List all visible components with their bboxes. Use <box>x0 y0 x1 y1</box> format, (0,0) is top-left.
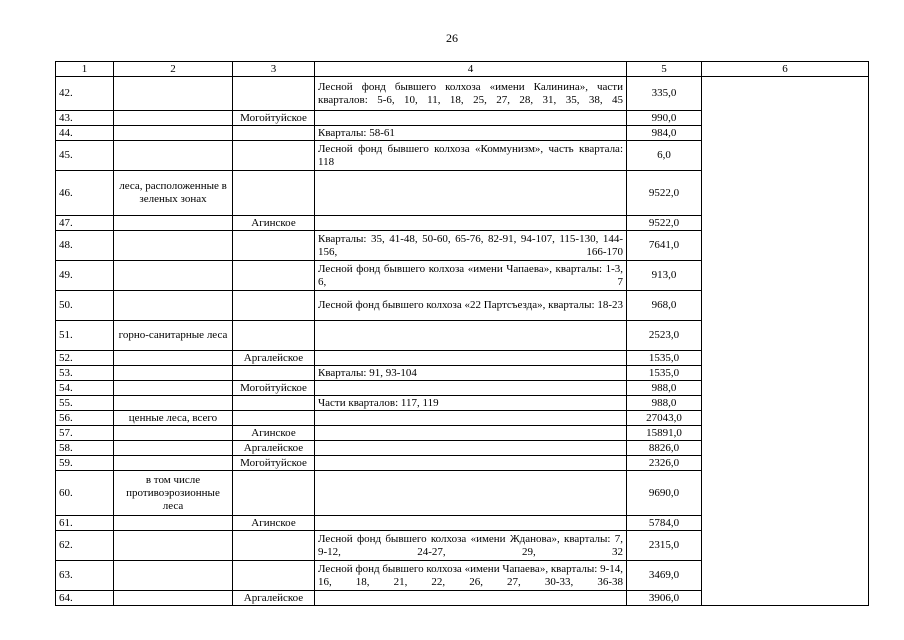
district-name: Агинское <box>233 216 315 231</box>
forest-category <box>114 366 233 381</box>
area-value: 988,0 <box>627 381 702 396</box>
district-name: Аргалейское <box>233 591 315 606</box>
row-number: 46. <box>56 171 114 216</box>
column-header: 3 <box>233 62 315 77</box>
row-number: 64. <box>56 591 114 606</box>
row-number: 50. <box>56 291 114 321</box>
forest-category: леса, расположенные в зеленых зонах <box>114 171 233 216</box>
district-name: Агинское <box>233 426 315 441</box>
area-value: 9522,0 <box>627 216 702 231</box>
district-name <box>233 411 315 426</box>
district-name: Аргалейское <box>233 351 315 366</box>
forest-description <box>315 441 627 456</box>
district-name <box>233 141 315 171</box>
forest-description <box>315 426 627 441</box>
forest-description: Лесной фонд бывшего колхоза «имени Калинина», части кварталов: 5-6, 10, 11, 18, 25, 27, 28, 31, 35, 38, 45 <box>315 77 627 111</box>
forest-description <box>315 111 627 126</box>
area-value: 6,0 <box>627 141 702 171</box>
row-number: 56. <box>56 411 114 426</box>
table-row <box>56 77 869 111</box>
district-name <box>233 291 315 321</box>
row-number: 60. <box>56 471 114 516</box>
area-value: 335,0 <box>627 77 702 111</box>
district-name <box>233 531 315 561</box>
forest-description <box>315 321 627 351</box>
column-header: 1 <box>56 62 114 77</box>
forest-category <box>114 141 233 171</box>
table-header-row <box>56 62 869 77</box>
column-header: 6 <box>702 62 869 77</box>
forest-category: ценные леса, всего <box>114 411 233 426</box>
forest-description: Лесной фонд бывшего колхоза «имени Чапаева», кварталы: 1-3, 6, 7 <box>315 261 627 291</box>
forest-category <box>114 591 233 606</box>
forest-category <box>114 77 233 111</box>
area-value: 27043,0 <box>627 411 702 426</box>
district-name <box>233 366 315 381</box>
forest-category <box>114 456 233 471</box>
district-name <box>233 261 315 291</box>
forest-description <box>315 471 627 516</box>
forest-category <box>114 531 233 561</box>
forest-description: Кварталы: 35, 41-48, 50-60, 65-76, 82-91, 94-107, 115-130, 144-156, 166-170 <box>315 231 627 261</box>
forest-category <box>114 396 233 411</box>
district-name <box>233 471 315 516</box>
row-number: 44. <box>56 126 114 141</box>
column-header: 5 <box>627 62 702 77</box>
forest-description <box>315 351 627 366</box>
forest-description: Лесной фонд бывшего колхоза «имени Чапаева», кварталы: 9-14, 16, 18, 21, 22, 26, 27, 30-33, 36-38 <box>315 561 627 591</box>
row-number: 62. <box>56 531 114 561</box>
area-value: 9690,0 <box>627 471 702 516</box>
forest-category <box>114 231 233 261</box>
area-value: 913,0 <box>627 261 702 291</box>
district-name: Агинское <box>233 516 315 531</box>
district-name <box>233 126 315 141</box>
forest-category: горно-санитарные леса <box>114 321 233 351</box>
forest-category <box>114 351 233 366</box>
row-number: 49. <box>56 261 114 291</box>
row-number: 48. <box>56 231 114 261</box>
forest-description <box>315 591 627 606</box>
area-value: 5784,0 <box>627 516 702 531</box>
forest-description <box>315 411 627 426</box>
forest-description <box>315 381 627 396</box>
row-number: 45. <box>56 141 114 171</box>
column-header: 4 <box>315 62 627 77</box>
district-name <box>233 561 315 591</box>
row-number: 61. <box>56 516 114 531</box>
area-value: 1535,0 <box>627 351 702 366</box>
forest-description: Лесной фонд бывшего колхоза «Коммунизм», часть квартала: 118 <box>315 141 627 171</box>
forest-category <box>114 426 233 441</box>
district-name: Могойтуйское <box>233 111 315 126</box>
district-name: Могойтуйское <box>233 381 315 396</box>
forest-category <box>114 441 233 456</box>
forest-category <box>114 126 233 141</box>
row-number: 55. <box>56 396 114 411</box>
district-name <box>233 77 315 111</box>
district-name: Аргалейское <box>233 441 315 456</box>
area-value: 3469,0 <box>627 561 702 591</box>
forest-description: Лесной фонд бывшего колхоза «имени Жданова», кварталы: 7, 9-12, 24-27, 29, 32 <box>315 531 627 561</box>
area-value: 2315,0 <box>627 531 702 561</box>
forest-description: Кварталы: 91, 93-104 <box>315 366 627 381</box>
row-number: 52. <box>56 351 114 366</box>
forest-category <box>114 561 233 591</box>
district-name <box>233 231 315 261</box>
district-name: Могойтуйское <box>233 456 315 471</box>
row-number: 53. <box>56 366 114 381</box>
area-value: 9522,0 <box>627 171 702 216</box>
forest-description: Части кварталов: 117, 119 <box>315 396 627 411</box>
column-6-empty <box>702 77 869 606</box>
area-value: 2523,0 <box>627 321 702 351</box>
forest-category: в том числе противоэрозионные леса <box>114 471 233 516</box>
area-value: 3906,0 <box>627 591 702 606</box>
row-number: 51. <box>56 321 114 351</box>
area-value: 15891,0 <box>627 426 702 441</box>
column-header: 2 <box>114 62 233 77</box>
forest-category <box>114 516 233 531</box>
row-number: 42. <box>56 77 114 111</box>
district-name <box>233 321 315 351</box>
row-number: 57. <box>56 426 114 441</box>
area-value: 8826,0 <box>627 441 702 456</box>
forest-description: Лесной фонд бывшего колхоза «22 Партсъезда», кварталы: 18-23 <box>315 291 627 321</box>
area-value: 1535,0 <box>627 366 702 381</box>
area-value: 968,0 <box>627 291 702 321</box>
forest-category <box>114 216 233 231</box>
row-number: 59. <box>56 456 114 471</box>
area-value: 990,0 <box>627 111 702 126</box>
page-number: 26 <box>446 31 458 45</box>
area-value: 988,0 <box>627 396 702 411</box>
forest-description <box>315 516 627 531</box>
forest-category <box>114 111 233 126</box>
forest-category <box>114 381 233 396</box>
area-value: 7641,0 <box>627 231 702 261</box>
area-value: 2326,0 <box>627 456 702 471</box>
forest-category <box>114 291 233 321</box>
forest-description <box>315 456 627 471</box>
forest-description: Кварталы: 58-61 <box>315 126 627 141</box>
forest-description <box>315 171 627 216</box>
row-number: 47. <box>56 216 114 231</box>
forest-description <box>315 216 627 231</box>
row-number: 58. <box>56 441 114 456</box>
forest-table <box>55 61 869 606</box>
district-name <box>233 171 315 216</box>
row-number: 43. <box>56 111 114 126</box>
district-name <box>233 396 315 411</box>
forest-category <box>114 261 233 291</box>
row-number: 63. <box>56 561 114 591</box>
row-number: 54. <box>56 381 114 396</box>
area-value: 984,0 <box>627 126 702 141</box>
table-body <box>56 62 869 606</box>
